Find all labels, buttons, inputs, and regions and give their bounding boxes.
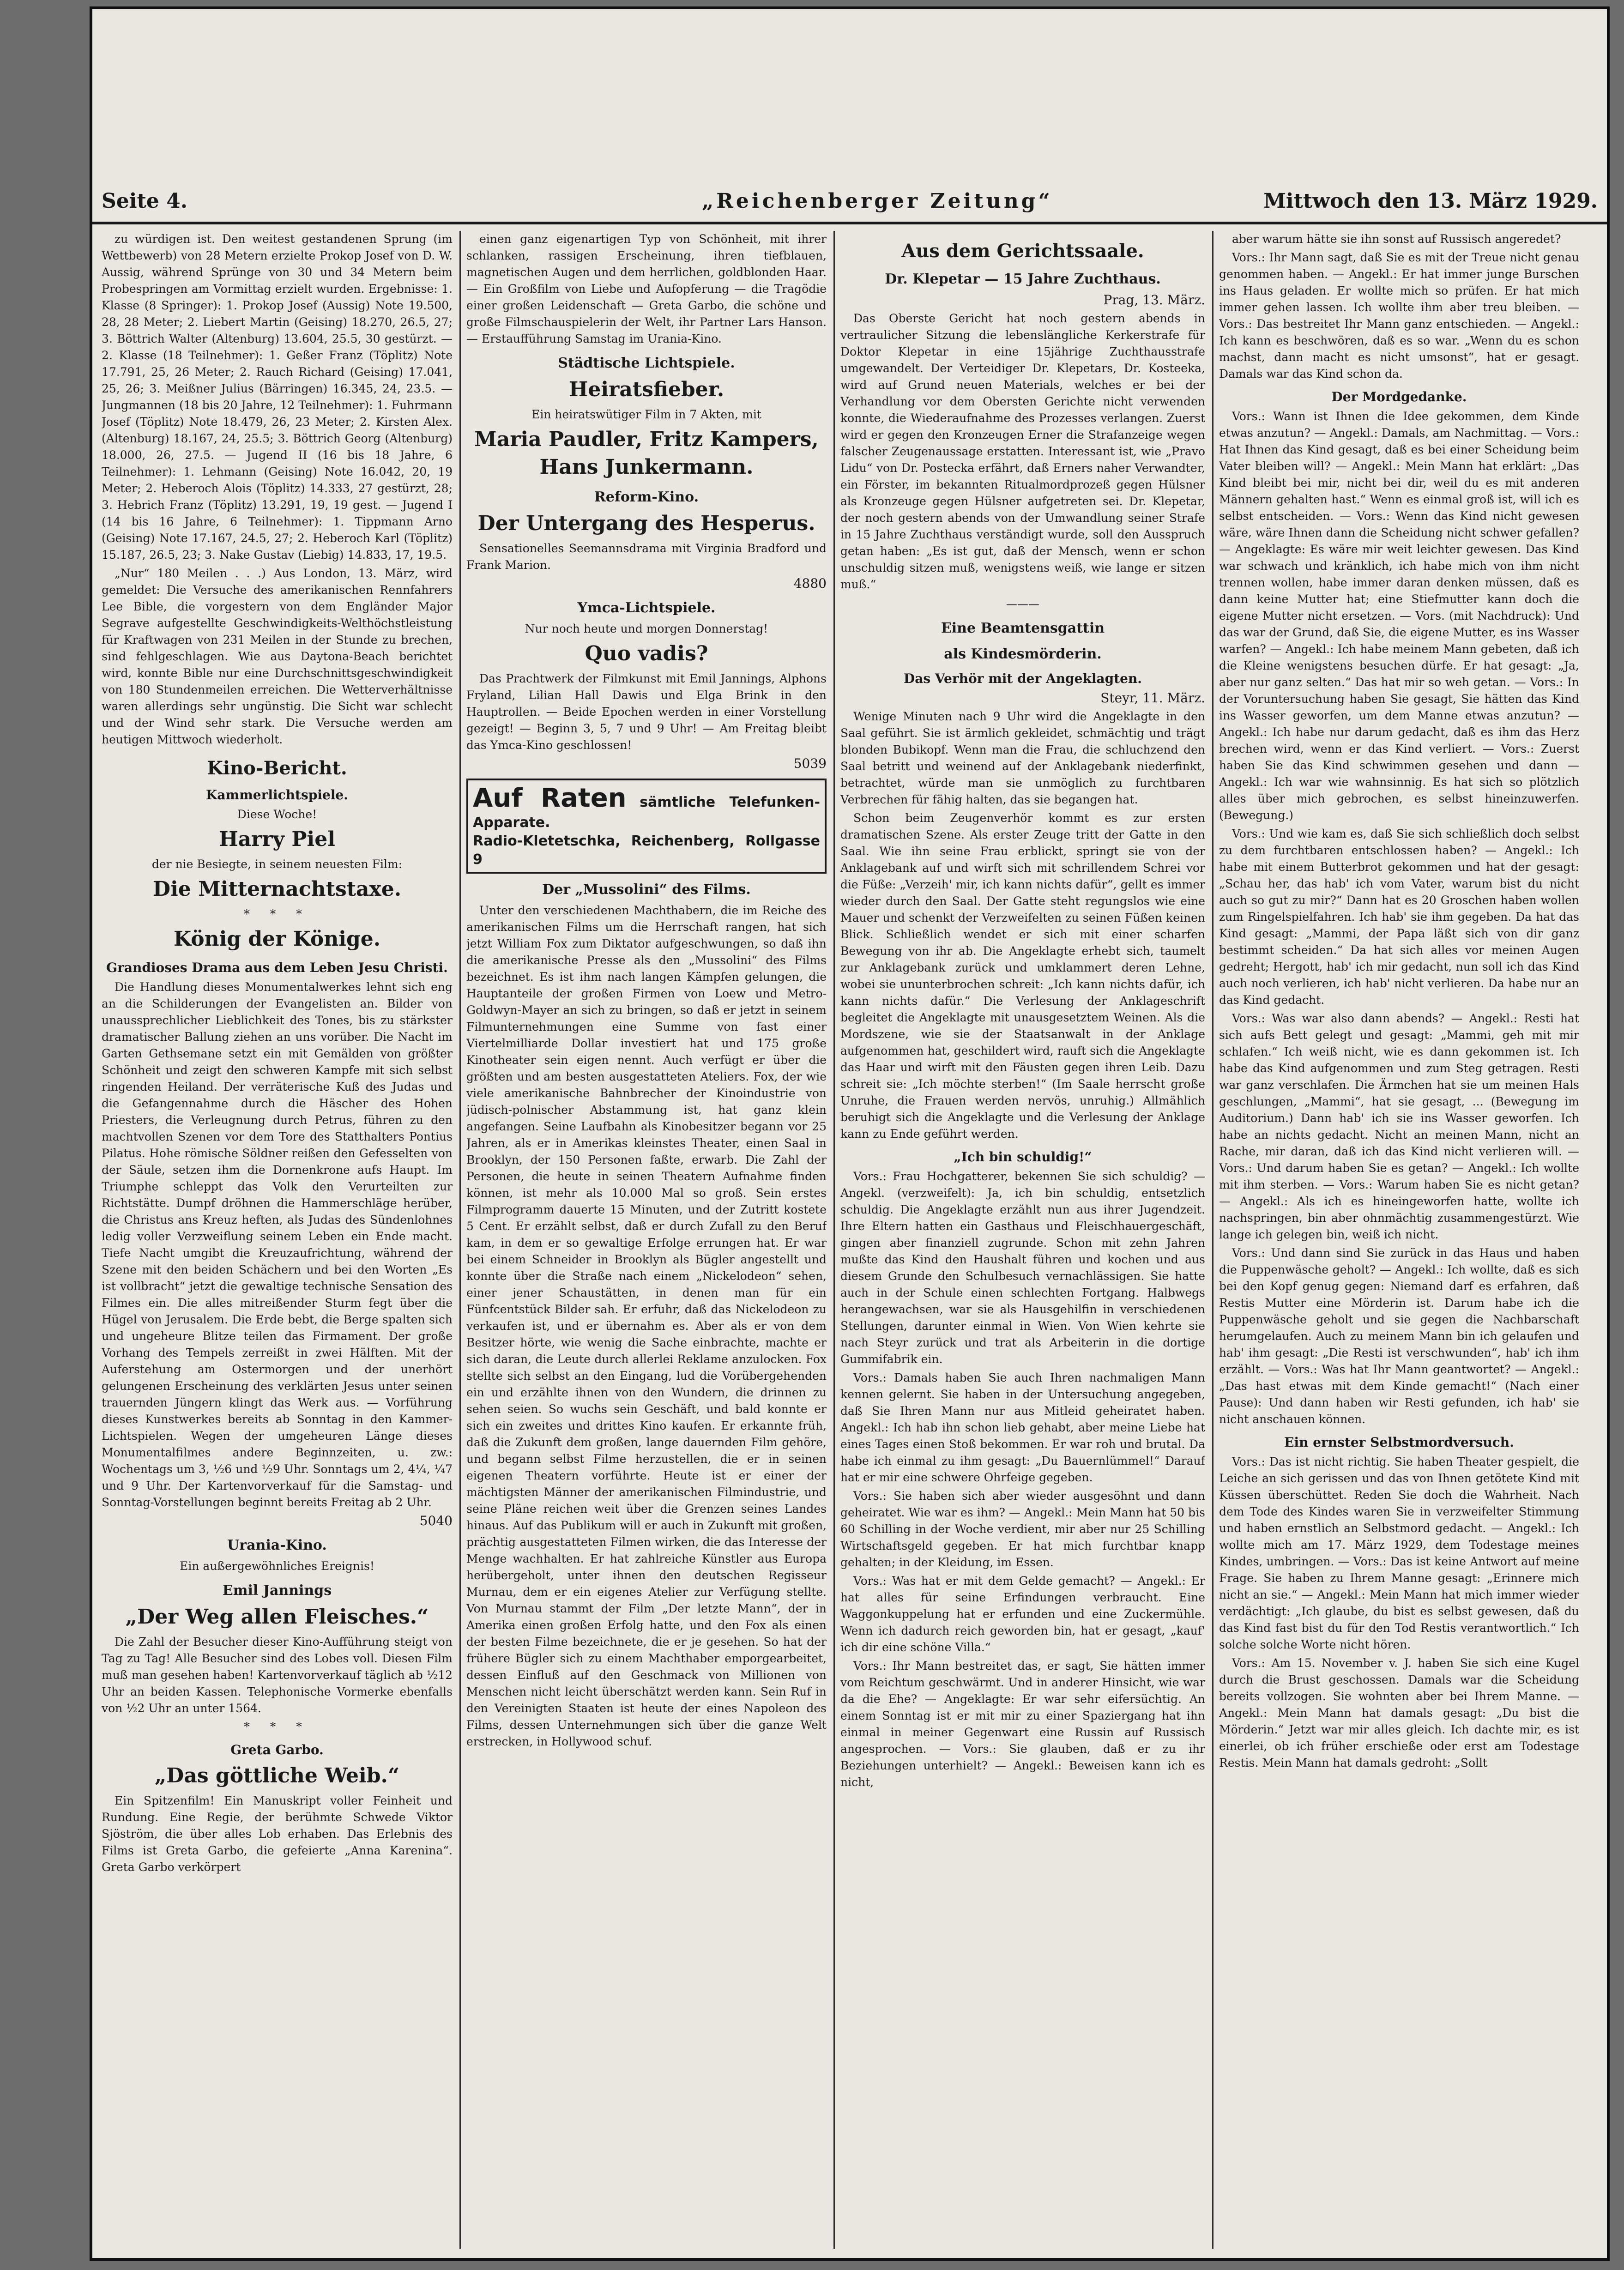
kammer-heading: Kammerlichtspiele. xyxy=(206,787,348,803)
ymca-subtitle: Nur noch heute und morgen Donnerstag! xyxy=(525,622,768,635)
film-title-heirat: Heiratsfieber. xyxy=(568,378,724,401)
garbo-continued: einen ganz eigenartigen Typ von Schönheit, mit ihrer schlanken, rassigen Erscheinung, ihren tiefblauen, magnetischen Augen und dem herrlichen, goldblonden Haar. — Ein Großfilm von Liebe und Aufopferung — die Tragödie einer großen Leidenschaft — Greta Garbo, die schöne und große Filmschauspielerin der Welt, ihr Partner Lars Hanson. — Erstaufführung Samstag im Urania-Kino. xyxy=(466,232,827,345)
murder-text-1: Wenige Minuten nach 9 Uhr wird die Angeklagte in den Saal geführt. Sie ist ärmlich gekleidet, schmächtig und trägt blonden Bubikopf. Wenn man die Frau, die schluchzend den Saal betritt und weinend auf der Anklagebank niederfinkt, betrachtet, würde man sie unmöglich zu furchtbaren Verbrechen für fähig halten, das sie begangen hat. xyxy=(840,710,1205,806)
murder-subheading: Das Verhör mit der Angeklagten. xyxy=(903,671,1142,686)
news-racing: „Nur“ 180 Meilen . . .) Aus London, 13. März, wird gemeldet: Die Versuche des amerikanischen Rennfahrers Lee Bible, die vorgestern von dem Engländer Major Segrave aufgestellte Geschwindigkeits-Welthöchstleistung für Kraftwagen von 231 Meilen in der Stunde zu brechen, sind fehlgeschlagen. Wie aus Daytona-Beach berichtet wird, konnte Bible nur eine Durchschnittsgeschwindigkeit von 180 Stundenmeilen erreichen. Die Wetterverhältnisse waren allerdings sehr ungünstig. Die Sicht war schlecht und der Wind sehr stark. Die Versuche werden am heutigen Mittwoch wiederholt. xyxy=(102,567,453,746)
ad-company: Radio-Kletetschka, Reichenberg, Rollgasse 9 xyxy=(473,833,820,868)
reform-heading: Reform-Kino. xyxy=(594,489,699,505)
ad-number: 5039 xyxy=(793,756,827,771)
murder-heading-1: Eine Beamtensgattin xyxy=(941,620,1105,636)
column-3 xyxy=(840,231,1205,2249)
film-title-quo: Quo vadis? xyxy=(585,642,708,665)
film-title-koenig: König der Könige. xyxy=(173,927,381,951)
murder-text-3: Vors.: Frau Hochgatterer, bekennen Sie sich schuldig? — Angekl. (verzweifelt): Ja, ich bin schuldig, entsetzlich schuldig. Die Angeklagte erzählt nun aus ihrer Jugendzeit. Ihre Eltern hatten ein Gasthaus und Fleischhauergeschäft, gingen aber finanziell zugrunde. Schon mit zehn Jahren mußte das Kind den Haushalt führen und kochen und aus diesem Grunde den Schulbesuch vernachlässigen. Sie hatte auch in der Schule einen schlechten Fortgang. Halbwegs herangewachsen, war sie als Hausgehilfin in verschiedenen Stellungen, darunter einmal in Wien. Von Wien kehrte sie nach Steyr zurück und trat als Arbeiterin in die dortige Gummifabrik ein. xyxy=(840,1170,1205,1366)
ad-number: 5040 xyxy=(419,1513,453,1528)
harry-piel: Harry Piel xyxy=(219,827,335,851)
separator-rule: ——— xyxy=(1006,598,1039,610)
weib-text: Ein Spitzenfilm! Ein Manuskript voller Feinheit und Rundung. Eine Regie, der berühmte Schwede Viktor Sjöström, die über alles Lob erhaben. Das Erlebnis des Films ist Greta Garbo, die gefeierte „Anna Karenina“. Greta Garbo verkörpert xyxy=(102,1794,453,1874)
mussolini-heading: Der „Mussolini“ des Films. xyxy=(542,881,751,898)
mussolini-text: Unter den verschiedenen Machthabern, die im Reiche des amerikanischen Films um die Herrschaft rangen, hat sich jetzt William Fox zum Diktator aufgeschwungen, so daß ihn die amerikanische Presse als den „Mussolini“ des Films bezeichnet. Es ist ihm nach langen Kämpfen gelungen, die Hauptanteile der großen Firmen von Loew und Metro-Goldwyn-Mayer an sich zu bringen, so daß er jetzt in seinem Filmunternehmungen eine Summe von fast einer Viertelmilliarde Dollar investiert hat und 175 große Kinotheater sein eigen nennt. Auch verfügt er über die größten und am besten ausgestatteten Ateliers. Fox, der wie viele amerikanische Bahnbrecher der Kinoindustrie von jüdisch-polnischer Abstammung ist, hat ganz klein angefangen. Seine Laufbahn als Kinobesitzer begann vor 25 Jahren, als er in Amerikas kleinstes Theater, einen Saal in Brooklyn, der 150 Personen faßte, erwarb. Die Zahl der Personen, die heute in seinen Theatern Aufnahme finden können, ist mehr als 10.000 Mal so groß. Sein erstes Filmprogramm dauerte 15 Minuten, und der Zutritt kostete 5 Cent. Er erzählt selbst, daß er durch Zufall zu den Beruf kam, in dem er so gewaltige Erfolge errungen hat. Er war bei einem Schneider in Brooklyn als Bügler angestellt und konnte über die Straße nach einem „Nickelodeon“ sehen, einer jener Schaustätten, in denen man für ein Fünfcentstück Bilder sah. Er erfuhr, daß das Nickelodeon zu verkaufen ist, und er übernahm es. Aber als er von dem Besitzer hörte, wie wenig die Sache einbrachte, machte er sich daran, die Leute durch allerlei Reklame anzulocken. Fox stellte sich selbst an den Eingang, lud die Vorübergehenden ein und erzählte ihnen von den Wundern, die drinnen zu sehen seien. So wuchs sein Geschäft, und bald konnte er sich ein zweites und drittes Kino kaufen. Er erkannte früh, daß die Zukunft dem großen, lange dauernden Film gehöre, und begann selbst Filme herzustellen, die er in seinen eigenen Theatern vorführte. Heute ist er einer der mächtigsten Männer der amerikanischen Filmindustrie, und seine Pläne reichen weit über die Grenzen seines Landes hinaus. Auf das Publikum will er auch in Zukunft mit großen, prächtig ausgestatteten Filmen wirken, die das Interesse der Menge wachhalten. Er hat zahlreiche Künstler aus Europa herübergeholt, unter ihnen den deutschen Regisseur Murnau, dem er ein eigenes Atelier zur Verfügung stellte. Von Murnau stammt der Film „Der letzte Mann“, der in Amerika einen großen Erfolg hatte, und den Fox als einen der besten Filme bezeichnete, die er je gesehen. So hat der frühere Bügler sich zu einem Machthaber emporgearbeitet, dessen Einfluß auf den Geschmack von Millionen von Menschen nicht leicht überschätzt werden kann. Sein Ruf in den Vereinigten Staaten ist heute der eines Napoleon des Films, dessen Unternehmungen sich über die ganze Welt erstrecken, in Hollywood schuf. xyxy=(466,904,827,1748)
murder-text-5: Vors.: Sie haben sich aber wieder ausgesöhnt und dann geheiratet. Wie war es ihm? — Angekl.: Mein Mann hat 50 bis 60 Schilling in der Woche verdient, mir aber nur 25 Schilling Wirtschaftsgeld gegeben. Er hat mich furchtbar knapp gehalten; in der Kleidung, im Essen. xyxy=(840,1489,1205,1569)
court-heading: Aus dem Gerichtssaale. xyxy=(901,240,1144,262)
separator-stars: * * * xyxy=(244,907,310,921)
koenig-text: Die Handlung dieses Monumentalwerkes lehnt sich eng an die Schilderungen der Evangelisten an. Bilder von unaussprechlicher Lieblichkeit des Tones, bis zu stärkster dramatischer Ballung ziehen an uns vorüber. Die Nacht im Garten Gethsemane setzt ein mit Gemälden von größter Schönheit und zeigt den schweren Kampfe mit sich selbst ringenden Heiland. Der verräterische Kuß des Judas und die Gefangennahme durch die Häscher des Hohen Priesters, die Verleugnung durch Petrus, führen zu den machtvollen Szenen vor dem Tore des Statthalters Pontius Pilatus. Hohe römische Söldner reißen den Gefesselten von der Säule, setzen ihm die Dornenkrone aufs Haupt. Im Triumphe schleppt das Volk den Verurteilten zur Richtstätte. Dumpf dröhnen die Hammerschläge herüber, die Christus ans Kreuz heften, als Judas des Sündenlohnes ledig voller Verzweiflung seinem Leben ein Ende macht. Tiefe Nacht umgibt die Kreuzaufrichtung, während der Szene mit den beiden Schächern und bei den Worten „Es ist vollbracht“ jetzt die gewaltige technische Sensation des Filmes ein. Die alles mitreißender Sturm fegt über die Hügel von Jerusalem. Die Erde bebt, die Berge spalten sich und ungeheure Blitze teilen das Firmament. Der große Vorhang des Tempels zerreißt in zwei Hälften. Mit der Auferstehung am Ostermorgen und der unerhört gelungenen Erscheinung des verklärten Jesus unter seinen trauernden Jüngern klingt das Werk aus. — Vorführung dieses Kunstwerkes bereits ab Sonntag in den Kammer-Lichtspielen. Wegen der umgeheuren Länge dieses Monumentalfilmes andere Beginnzeiten, u. zw.: Wochentags um 3, ½6 und ½9 Uhr. Sonntags um 2, 4¼, ¼7 und 9 Uhr. Der Kartenvorverkauf für die Samstag- und Sonntag-Vorstellungen beginnt bereits Freitag ab 2 Uhr. xyxy=(102,980,453,1509)
kino-heading: Kino-Bericht. xyxy=(207,757,347,779)
newspaper-page xyxy=(92,9,1607,2258)
murder-text-2: Schon beim Zeugenverhör kommt es zur ersten dramatischen Szene. Als erster Zeuge tritt der Gatte in den Saal. Wie ihn seine Frau erblickt, springt sie von der Anklagebank auf und wirft sich mit schrillendem Schrei vor die Füße: „Verzeih' mir, ich kann nichts dafür“, gellt es immer wieder durch den Saal. Der Gatte steht regungslos wie eine Mauer und schenkt der Verzweifelten zu seinen Füßen keinen Blick. Schließlich wendet er sich mit einer scharfen Bewegung von ihr ab. Die Angeklagte erhebt sich, taumelt zur Anklagebank zurück und umklammert deren Lehne, wobei sie ununterbrochen schreit: „Ich kann nichts dafür, ich kann nichts dafür.“ Die Verlesung der Anklageschrift begleitet die Angeklagte mit unausgesetztem Weinen. Als die Mordszene, wie sie der Staatsanwalt in der Anklage aufgenommen hat, geschildert wird, rauft sich die Angeklagte das Haar und wirft mit den Fäusten gegen ihren Leib. Dazu schreit sie: „Ich möchte sterben!“ (Im Saale herrscht große Unruhe, die Frauen werden nervös, unruhig.) Allmählich beruhigt sich die Angeklagte und die Verlesung der Anklage kann zu Ende geführt werden. xyxy=(840,811,1205,1141)
newspaper-title: „Reichenberger Zeitung“ xyxy=(702,189,1053,213)
column-1 xyxy=(102,231,453,2249)
page-header xyxy=(92,185,1607,226)
column-divider xyxy=(1212,231,1213,2249)
trial-text-8: Vors.: Am 15. November v. J. haben Sie sich eine Kugel durch die Brust geschossen. Damals war die Scheidung bereits vollzogen. Sie wohnten aber bei Ihrem Manne. — Angekl.: Mein Mann hat damals gesagt: „Du bist die Mörderin.“ Jetzt war mir alles gleich. Ich dachte mir, es ist einerlei, ob ich früher erschieße oder erst am Todestage Restis. Mein Mann hat damals gedroht: „Sollt xyxy=(1219,1656,1579,1769)
murder-text-7: Vors.: Ihr Mann bestreitet das, er sagt, Sie hätten immer vom Reichtum geschwärmt. Und in anderer Hinsicht, wie war da die Ehe? — Angeklagte: Er war sehr eifersüchtig. An einem Sonntag ist er mit mir zu einer Spaziergang hat ihn einmal in meiner Gegenwart eine Russin auf Russisch angesprochen. — Vors.: Sie glauben, daß er zu ihr Beziehungen unterhielt? — Angekl.: Beweisen kann ich es nicht, xyxy=(840,1659,1205,1789)
column-2 xyxy=(466,231,827,2249)
heirat-subtitle: Ein heiratswütiger Film in 7 Akten, mit xyxy=(531,408,761,421)
hesperus-text: Sensationelles Seemannsdrama mit Virginia Bradford und Frank Marion. xyxy=(466,542,827,572)
schuldig-heading: „Ich bin schuldig!“ xyxy=(954,1149,1092,1165)
klepetar-text: Das Oberste Gericht hat noch gestern abends in vertraulicher Sitzung die lebenslängliche Kerkerstrafe für Doktor Klepetar in eine 15jährige Zuchthausstrafe umgewandelt. Der Verteidiger Dr. Klepetars, Dr. Kosteeka, wird auf Grund neuen Materials, welches er bei der Verhandlung vor dem Obersten Gerichte nicht verwenden konnte, die Wiederaufnahme des Prozesses verlangen. Zuerst wird er gegen den Kronzeugen Erner die Strafanzeige wegen falscher Zeugenaussage erstatten. Interessant ist, wie „Pravo Lidu“ von Dr. Postecka erfährt, daß Erners naher Verwandter, ein Förster, im bekannten Ritualmordprozeß gegen Hülsner als Kronzeuge gegen Hülsner aufgetreten sei. Dr. Klepetar, der noch gestern abends von der Umwandlung seiner Strafe in 15 Jahre Zuchthaus verständigt wurde, soll den Ausspruch getan haben: „Es ist gut, daß der Mensch, wenn er schon unschuldig sitzen muß, wenigstens weiß, wie lange er sitzen muß.“ xyxy=(840,312,1205,591)
trial-text-6: Vors.: Und dann sind Sie zurück in das Haus und haben die Puppenwäsche geholt? — Angekl.: Ich wollte, daß es sich bei den Kopf genug gegen: Niemand darf es erfahren, daß Restis Mutter eine Mörderin ist. Darum habe ich die Puppenwäsche geholt und sie gegen die Nachbarschaft herumgelaufen. Auch zu meinem Mann bin ich gelaufen und hab' ihm gesagt: „Die Resti ist verschwunden“, hab' ich ihm erzählt. — Vors.: Was hat Ihr Mann geantwortet? — Angekl.: „Das hast etwas mit dem Kinde gemacht!“ (Nach einer Pause): Und dann haben wir Resti gefunden, ich hab' sie nicht anschauen können. xyxy=(1219,1246,1579,1426)
murder-text-4: Vors.: Damals haben Sie auch Ihren nachmaligen Mann kennen gelernt. Sie haben in der Untersuchung angegeben, daß Sie Ihren Mann nur aus Mitleid geheiratet haben. Angekl.: Ich hab ihn schon lieb gehabt, aber meine Liebe hat eines Tages einen Stoß bekommen. Er war roh und brutal. Da habe ich einmal zu ihm gesagt: „Du Bauernlümmel!“ Darauf hat er mir eine schwere Ohrfeige gegeben. xyxy=(840,1371,1205,1484)
koenig-subtitle: Grandioses Drama aus dem Leben Jesu Christi. xyxy=(106,960,448,975)
murder-text-6: Vors.: Was hat er mit dem Gelde gemacht? — Angekl.: Er hat alles für seine Erfindungen verbraucht. Eine Waggonkuppelung hat er erfunden und eine Zuckermühle. Wenn ich dadurch reich geworden bin, hat er gesagt, „kauf' ich dir eine schöne Villa.“ xyxy=(840,1574,1205,1654)
radio-ad xyxy=(466,779,827,874)
weg-text: Die Zahl der Besucher dieser Kino-Aufführung steigt von Tag zu Tag! Alle Besucher sind des Lobes voll. Diesen Film muß man gesehen haben! Kartenvorverkauf täglich ab ½12 Uhr an beiden Kassen. Telephonische Vormerke ebenfalls von ½2 Uhr an unter 1564. xyxy=(102,1635,453,1715)
selbstmord-heading: Ein ernster Selbstmordversuch. xyxy=(1284,1435,1514,1450)
jannings-name: Emil Jannings xyxy=(222,1582,332,1599)
heirat-stars: Maria Paudler, Fritz Kampers, Hans Junkermann. xyxy=(474,428,819,479)
column-4 xyxy=(1219,231,1579,2249)
mordgedanke-heading: Der Mordgedanke. xyxy=(1331,389,1467,404)
harry-subtitle: der nie Besiegte, in seinem neuesten Film: xyxy=(151,857,403,871)
separator-stars: * * * xyxy=(244,1720,310,1733)
quo-text: Das Prachtwerk der Filmkunst mit Emil Jannings, Alphons Fryland, Lilian Hall Dawis und Elga Brink in den Hauptrollen. — Beide Epochen werden in einer Vorstellung gezeigt! — Beginn 3, 5, 7 und 9 Uhr! — Am Freitag bleibt das Ymca-Kino geschlossen! xyxy=(466,672,827,752)
film-title-weib: „Das göttliche Weib.“ xyxy=(154,1764,400,1787)
ad-line: sämtliche Telefunken-Apparate. xyxy=(473,794,820,831)
column-divider xyxy=(833,231,835,2249)
ad-number: 4880 xyxy=(793,576,827,591)
ymca-heading: Ymca-Lichtspiele. xyxy=(577,600,716,616)
trial-text-2: Vors.: Ihr Mann sagt, daß Sie es mit der Treue nicht genau genommen haben. — Angekl.: Er hat immer junge Burschen ins Haus geladen. Er wollte mich so prüfen. Er hat mich immer gehen lassen. Ich wollte ihm aber treu bleiben. — Vors.: Das bestreitet Ihr Mann ganz entschieden. — Angekl.: Ich kann es beschwören, daß es so war. „Wenn du es schon machst, dann macht es nicht umsonst“, hat er gesagt. Damals war das Kind schon da. xyxy=(1219,251,1579,380)
diese-woche: Diese Woche! xyxy=(237,808,317,821)
ad-title: Auf Raten xyxy=(473,783,627,813)
trial-text-5: Vors.: Was war also dann abends? — Angekl.: Resti hat sich aufs Bett gelegt und gesagt: „Mammi, geh mit mir schlafen.“ Ich weiß nicht, wie es dann gekommen ist. Ich habe das Kind aufgenommen und zum Steg getragen. Resti war ganz verschlafen. Die Ärmchen hat sie um meinen Hals geschlungen, „Mammi“, hat sie gesagt, ... (Bewegung im Auditorium.) Dann hab' ich sie ins Wasser geworfen. Ich habe an nichts gedacht. Nicht an meinen Mann, nicht an Rache, mir daran, daß ich das Kind nicht verlieren will. — Vors.: Und darum haben Sie es getan? — Angekl.: Ich wollte mit ihm sterben. — Vors.: Warum haben Sie es nicht getan? — Angekl.: Als ich es hineingeworfen hatte, wollte ich nachspringen, bin aber ohnmächtig zusammengestürzt. Wie lange ich gelegen bin, weiß ich nicht. xyxy=(1219,1012,1579,1241)
trial-text-7: Vors.: Das ist nicht richtig. Sie haben Theater gespielt, die Leiche an sich gerissen und das von Ihnen getötete Kind mit Küssen überschüttet. Reden Sie doch die Wahrheit. Nach dem Tode des Kindes waren Sie in verzweifelter Stimmung und haben ernstlich an Selbstmord gedacht. — Angekl.: Ich wollte mich am 17. März 1929, dem Todestage meines Kindes, umbringen. — Vors.: Das ist keine Antwort auf meine Frage. Sie haben zu Ihrem Manne gesagt: „Erinnere mich nicht an sie.“ — Angekl.: Mein Mann hat mich immer wieder verdächtigt: „Ich glaube, du bist es selbst gewesen, daß du das Kind fast bist du für den Tod Restis verantwortlich.“ Ich solche solche Worte nicht hören. xyxy=(1219,1455,1579,1651)
trial-text-4: Vors.: Und wie kam es, daß Sie sich schließlich doch selbst zu dem furchtbaren entschlossen haben? — Angekl.: Ich habe mit einem Butterbrot gekommen und hat der gesagt: „Schau her, das hab' ich vom Vater, warum bist du nicht auch so gut zu mir?“ Dann hat es 20 Groschen haben wollen zum Ringelspielfahren. Ich hab' sie ihm gegeben. Da hat das Kind gesagt: „Mammi, der Papa läßt sich von dir ganz bestimmt scheiden.“ Da hat sich alles vor meinen Augen gedreht; Hergott, hab' ich mir gedacht, nun soll ich das Kind auch noch verlieren, ich hab' nicht verlieren. Da habe nur an das Kind gedacht. xyxy=(1219,827,1579,1007)
garbo-name: Greta Garbo. xyxy=(230,1742,324,1757)
murder-heading-2: als Kindesmörderin. xyxy=(944,646,1102,662)
film-title-hesperus: Der Untergang des Hesperus. xyxy=(477,512,815,535)
header-rule xyxy=(92,222,1607,224)
urania-heading: Urania-Kino. xyxy=(227,1537,327,1553)
trial-text-1: aber warum hätte sie ihn sonst auf Russisch angeredet? xyxy=(1232,232,1561,246)
column-divider xyxy=(459,231,461,2249)
dateline-steyr: Steyr, 11. März. xyxy=(1100,690,1205,706)
film-title-mitternacht: Die Mitternachtstaxe. xyxy=(152,877,402,901)
sport-results: zu würdigen ist. Den weitest gestandenen Sprung (im Wettbewerb) von 28 Metern erzielte Prokop Josef von D. W. Aussig, während Sprünge von 30 und 34 Metern beim Probespringen am Vormittag erzielt wurden. Ergebnisse: 1. Klasse (8 Springer): 1. Prokop Josef (Aussig) Note 19.500, 28, 28 Meter; 2. Liebert Martin (Geising) 18.270, 26.5, 27; 3. Böttrich Walter (Altenburg) 13.604, 25.5, 30 gestürzt. — 2. Klasse (18 Teilnehmer): 1. Geßer Franz (Töplitz) Note 17.791, 25, 26 Meter; 2. Rauch Richard (Geising) 17.041, 25, 26; 3. Meißner Julius (Bärringen) 16.345, 24, 23.5. — Jungmannen (18 bis 20 Jahre, 12 Teilnehmer): 1. Fuhrmann Josef (Töplitz) Note 18.479, 26, 23 Meter; 2. Kirsten Alex. (Altenburg) 18.167, 24, 25.5; 3. Böttrich Georg (Altenburg) 18.000, 26, 27.5. — Jugend II (16 bis 18 Jahre, 6 Teilnehmer): 1. Lehmann (Geising) Note 16.042, 20, 19 Meter; 2. Heberoch Alois (Töplitz) 14.333, 27 gestürzt, 28; 3. Hebrich Franz (Töplitz) 13.291, 19, 19 gest. — Jugend I (14 bis 16 Jahre, 6 Teilnehmer): 1. Tippmann Arno (Geising) Note 17.167, 24.5, 27; 2. Heberoch Karl (Töplitz) 15.187, 26.5, 23; 3. Nake Gustav (Liebig) 14.833, 17, 19.5. xyxy=(102,232,453,561)
staedt-heading: Städtische Lichtspiele. xyxy=(558,355,735,371)
page-number: Seite 4. xyxy=(102,189,188,213)
dateline-prag: Prag, 13. März. xyxy=(1103,292,1205,308)
issue-date: Mittwoch den 13. März 1929. xyxy=(1263,189,1598,213)
trial-text-3: Vors.: Wann ist Ihnen die Idee gekommen, dem Kinde etwas anzutun? — Angekl.: Damals, am Nachmittag. — Vors.: Hat Ihnen das Kind gesagt, daß es bei einer Scheidung beim Vater bleiben will? — Angekl.: Mein Mann hat erklärt: „Das Kind bleibt bei mir, nicht bei dir, weil du es mit anderen Männern gehalten hast.“ Wenn es einmal groß ist, will ich es selbst entscheiden. — Vors.: Wenn das Kind nicht gewesen wäre, wäre Ihnen dann die Scheidung nicht schwer gefallen? — Angeklagte: Es wäre mir weit leichter gewesen. Das Kind war schwach und kränklich, ich habe mich von ihm nicht trennen wollen, habe immer daran denken müssen, daß es dann keine Mutter hat; eine Stiefmutter kann doch die eigene Mutter nicht ersetzen. — Vors. (mit Nachdruck): Und das war der Grund, daß Sie, die eigene Mutter, es ins Wasser warfen? — Angekl.: Ich habe meinem Mann gebeten, daß ich die Kleine wenigstens besuchen dürfe. Er hat gesagt: „Ja, aber nur ganz selten.“ Das hat mir so weh getan. — Vors.: In der Voruntersuchung haben Sie gesagt, Sie hätten das Kind ins Wasser geworfen, um dem Manne etwas anzutun? — Angekl.: Ich habe nur darum gedacht, daß es ihm das Herz brechen wird, wenn er das Kind verliert. — Vors.: Zuerst haben Sie das Kind schwimmen gesehen und dann — Angekl.: Ich war wie wahnsinnig. Es hat sich so plötzlich alles über mich gebrochen, es selbst hineinzuwerfen. (Bewegung.) xyxy=(1219,410,1579,822)
klepetar-heading: Dr. Klepetar — 15 Jahre Zuchthaus. xyxy=(885,271,1161,287)
film-title-weg: „Der Weg allen Fleisches.“ xyxy=(125,1605,429,1629)
urania-subtitle: Ein außergewöhnliches Ereignis! xyxy=(180,1559,374,1573)
